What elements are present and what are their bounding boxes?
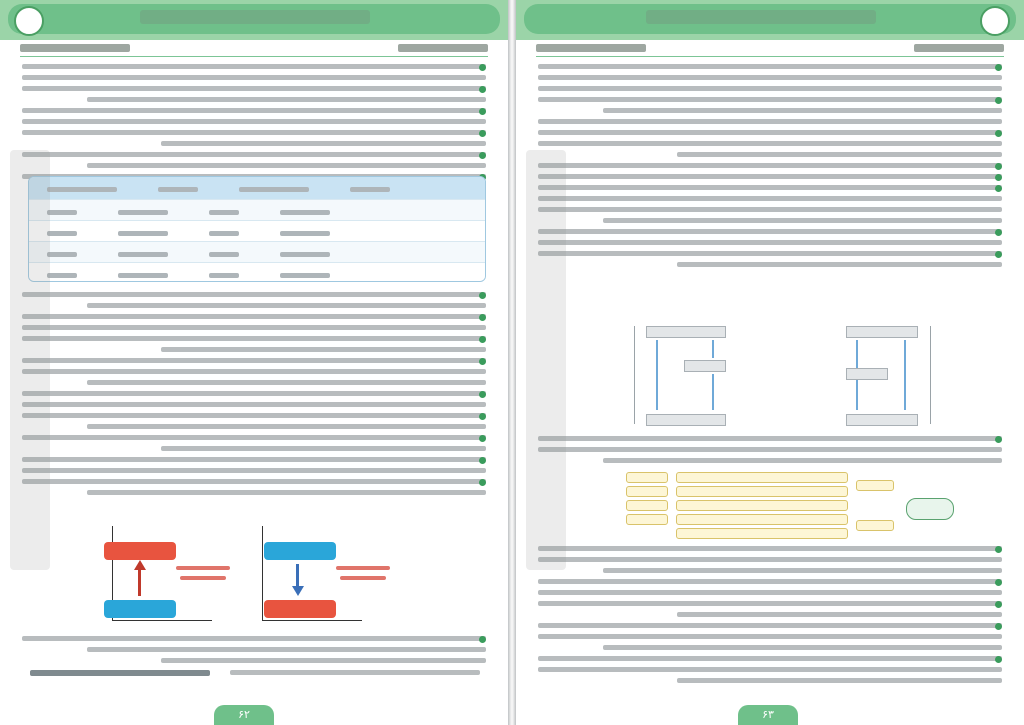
book-title-mark bbox=[914, 44, 1004, 52]
description-box bbox=[676, 514, 848, 525]
text-line bbox=[538, 579, 1002, 584]
label-box bbox=[626, 500, 668, 511]
left-bottom-paragraphs bbox=[22, 636, 486, 669]
text-line bbox=[22, 86, 486, 91]
text-line bbox=[538, 667, 1002, 672]
text-line bbox=[22, 413, 486, 418]
text-line bbox=[538, 436, 1002, 441]
label-box bbox=[626, 486, 668, 497]
book-gutter bbox=[508, 0, 516, 725]
text-line bbox=[538, 557, 1002, 562]
text-line bbox=[22, 636, 486, 641]
text-line bbox=[538, 86, 1002, 91]
arrow-shaft bbox=[138, 568, 141, 596]
table-header-cell bbox=[158, 187, 198, 192]
energy-state-box bbox=[684, 360, 726, 372]
description-box bbox=[676, 528, 848, 539]
category-box bbox=[856, 520, 894, 531]
text-line bbox=[161, 141, 486, 146]
text-line bbox=[538, 97, 1002, 102]
text-line bbox=[22, 468, 486, 473]
text-line bbox=[538, 623, 1002, 628]
text-line bbox=[538, 119, 1002, 124]
right-top-paragraphs bbox=[538, 64, 1002, 273]
text-line bbox=[538, 229, 1002, 234]
text-line bbox=[538, 163, 1002, 168]
diagram-axis bbox=[112, 620, 212, 621]
text-line bbox=[538, 546, 1002, 551]
publisher-logo-icon bbox=[980, 6, 1010, 36]
diagram-axis bbox=[262, 620, 362, 621]
table-cell bbox=[209, 210, 239, 215]
table-cell bbox=[47, 231, 77, 236]
left-page bbox=[0, 0, 508, 725]
table-cell bbox=[118, 273, 168, 278]
watermark-strip bbox=[140, 10, 370, 24]
energy-state-box bbox=[646, 326, 726, 338]
text-line bbox=[603, 645, 1002, 650]
text-line bbox=[22, 152, 486, 157]
chapter-title-mark bbox=[536, 44, 646, 52]
text-line bbox=[22, 108, 486, 113]
energy-axis bbox=[930, 326, 931, 424]
text-line bbox=[22, 479, 486, 484]
text-line bbox=[603, 108, 1002, 113]
left-middle-paragraphs bbox=[22, 292, 486, 501]
text-line bbox=[677, 678, 1002, 683]
left-intro-paragraphs bbox=[22, 64, 486, 185]
annotation-mark bbox=[340, 576, 386, 580]
table-cell bbox=[118, 231, 168, 236]
description-box bbox=[676, 500, 848, 511]
table-cell bbox=[47, 210, 77, 215]
annotation-mark bbox=[176, 566, 230, 570]
text-line bbox=[87, 303, 486, 308]
left-page-header bbox=[0, 0, 508, 40]
energy-state-box bbox=[846, 368, 888, 380]
text-line bbox=[22, 64, 486, 69]
specific-heat-table bbox=[28, 176, 486, 282]
right-page-header bbox=[516, 0, 1024, 40]
text-line bbox=[677, 152, 1002, 157]
label-box bbox=[626, 472, 668, 483]
table-header-row bbox=[29, 177, 485, 199]
chapter-title-mark bbox=[20, 44, 130, 52]
text-line bbox=[22, 325, 486, 330]
annotation-mark bbox=[336, 566, 390, 570]
table-cell bbox=[47, 252, 77, 257]
text-line bbox=[538, 447, 1002, 452]
text-line bbox=[87, 424, 486, 429]
text-line bbox=[538, 590, 1002, 595]
energy-arrow bbox=[904, 340, 906, 410]
text-line bbox=[603, 458, 1002, 463]
text-line bbox=[538, 130, 1002, 135]
energy-arrow bbox=[712, 374, 714, 410]
energy-arrow bbox=[656, 340, 658, 410]
book-title-mark bbox=[398, 44, 488, 52]
description-box bbox=[676, 472, 848, 483]
arrow-shaft bbox=[296, 564, 299, 588]
text-line bbox=[22, 369, 486, 374]
annotation-mark bbox=[180, 576, 226, 580]
text-line bbox=[538, 196, 1002, 201]
table-row bbox=[29, 262, 485, 282]
table-cell bbox=[280, 231, 330, 236]
text-line bbox=[538, 64, 1002, 69]
text-line bbox=[22, 119, 486, 124]
energy-state-box bbox=[846, 414, 918, 426]
text-line bbox=[22, 391, 486, 396]
text-line bbox=[87, 163, 486, 168]
text-line bbox=[538, 207, 1002, 212]
hess-energy-diagrams bbox=[516, 318, 1024, 430]
right-middle-paragraphs bbox=[538, 436, 1002, 469]
table-cell bbox=[280, 273, 330, 278]
text-line bbox=[677, 612, 1002, 617]
watermark-vertical bbox=[526, 150, 566, 570]
energy-level-diagrams bbox=[0, 520, 508, 630]
right-page bbox=[516, 0, 1024, 725]
arrow-up-icon bbox=[134, 560, 146, 570]
text-line bbox=[161, 347, 486, 352]
text-line bbox=[538, 141, 1002, 146]
arrow-down-icon bbox=[292, 586, 304, 596]
text-line bbox=[22, 402, 486, 407]
left-chapter-subheader bbox=[20, 42, 488, 57]
label-box bbox=[626, 514, 668, 525]
right-bottom-paragraphs bbox=[538, 546, 1002, 689]
text-line bbox=[87, 97, 486, 102]
energy-state-box bbox=[646, 414, 726, 426]
left-page-number bbox=[214, 705, 274, 725]
diagram-axis bbox=[262, 526, 263, 620]
publisher-logo-icon bbox=[14, 6, 44, 36]
reactant-level bbox=[264, 542, 336, 560]
text-line bbox=[161, 446, 486, 451]
energy-state-box bbox=[846, 326, 918, 338]
text-line bbox=[22, 130, 486, 135]
text-line bbox=[603, 568, 1002, 573]
description-box bbox=[676, 486, 848, 497]
text-line bbox=[22, 314, 486, 319]
text-line bbox=[603, 218, 1002, 223]
product-level bbox=[104, 542, 176, 560]
text-line bbox=[538, 251, 1002, 256]
text-line bbox=[22, 292, 486, 297]
table-cell bbox=[209, 231, 239, 236]
text-line bbox=[538, 240, 1002, 245]
category-box bbox=[856, 480, 894, 491]
text-line bbox=[87, 647, 486, 652]
watermark-vertical bbox=[10, 150, 50, 570]
reactant-level bbox=[104, 600, 176, 618]
text-line bbox=[538, 75, 1002, 80]
table-cell bbox=[209, 252, 239, 257]
text-line bbox=[538, 634, 1002, 639]
table-header-cell bbox=[239, 187, 309, 192]
text-line bbox=[87, 490, 486, 495]
table-cell bbox=[280, 252, 330, 257]
table-cell bbox=[280, 210, 330, 215]
table-cell bbox=[118, 210, 168, 215]
table-header-cell bbox=[47, 187, 117, 192]
reaction-classification-diagram bbox=[516, 470, 1024, 540]
text-line bbox=[22, 358, 486, 363]
reaction-node bbox=[906, 498, 954, 520]
table-cell bbox=[209, 273, 239, 278]
text-line bbox=[538, 174, 1002, 179]
reaction-equation bbox=[30, 670, 210, 676]
text-line bbox=[538, 656, 1002, 661]
text-line bbox=[677, 262, 1002, 267]
product-level bbox=[264, 600, 336, 618]
table-row bbox=[29, 199, 485, 220]
table-row bbox=[29, 241, 485, 262]
table-cell bbox=[47, 273, 77, 278]
text-line bbox=[230, 670, 480, 675]
text-line bbox=[22, 75, 486, 80]
right-chapter-subheader bbox=[536, 42, 1004, 57]
energy-arrow bbox=[712, 340, 714, 358]
text-line bbox=[538, 601, 1002, 606]
table-row bbox=[29, 220, 485, 241]
text-line bbox=[22, 457, 486, 462]
text-line bbox=[22, 336, 486, 341]
watermark-strip bbox=[646, 10, 876, 24]
text-line bbox=[87, 380, 486, 385]
page-number-text: ۶۳ bbox=[762, 708, 774, 721]
table-header-cell bbox=[350, 187, 390, 192]
text-line bbox=[22, 435, 486, 440]
text-line bbox=[161, 658, 486, 663]
right-page-number bbox=[738, 705, 798, 725]
page-number-text: ۶۲ bbox=[238, 708, 250, 721]
text-line bbox=[538, 185, 1002, 190]
table-cell bbox=[118, 252, 168, 257]
energy-axis bbox=[634, 326, 635, 424]
